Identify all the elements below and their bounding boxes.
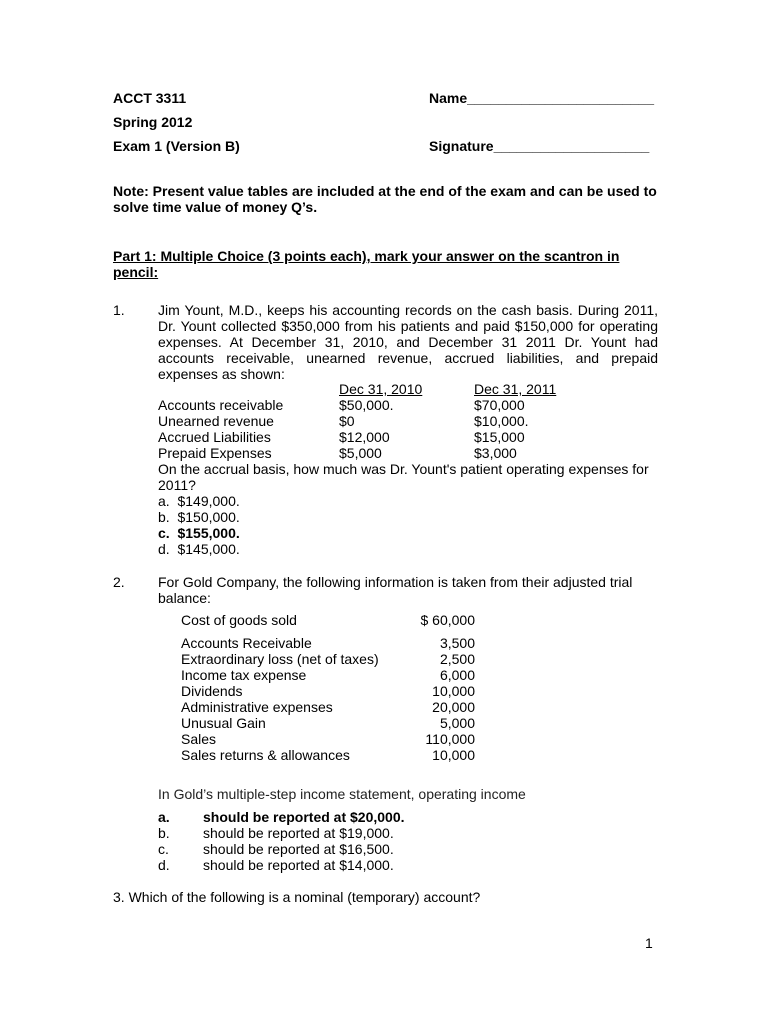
option-letter: b. <box>158 825 170 841</box>
option-letter: d. <box>158 541 170 557</box>
q1-text-line: Dr. Yount collected $350,000 from his patients and paid $150,000 for operating <box>158 318 658 334</box>
q1-row-label: Prepaid Expenses <box>158 445 272 461</box>
q2-text-line: balance: <box>158 590 211 606</box>
q1-option-d <box>158 541 240 557</box>
q1-text-line: Jim Yount, M.D., keeps his accounting records on the cash basis. During 2011, <box>158 302 658 318</box>
q1-text-line: accounts receivable, unearned revenue, accrued liabilities, and prepaid <box>158 350 658 366</box>
q2-row-label: Administrative expenses <box>181 699 333 715</box>
q1-question-line: On the accrual basis, how much was Dr. Yount's patient operating expenses for <box>158 461 649 477</box>
q2-row-label: Unusual Gain <box>181 715 266 731</box>
q1-row-value-2010: $0 <box>339 413 355 429</box>
option-text: $155,000. <box>177 525 240 541</box>
option-text: should be reported at $16,500. <box>203 841 394 857</box>
q1-option-c-correct <box>158 525 240 541</box>
option-text: $145,000. <box>177 541 240 557</box>
option-text: should be reported at $19,000. <box>203 825 394 841</box>
q1-row-value-2010: $5,000 <box>339 445 382 461</box>
q2-text-line: For Gold Company, the following information is taken from their adjusted trial <box>158 574 633 590</box>
option-text: should be reported at $14,000. <box>203 857 394 873</box>
q2-row-label: Extraordinary loss (net of taxes) <box>181 651 379 667</box>
q1-question-line: 2011? <box>158 477 196 493</box>
option-text: should be reported at $20,000. <box>203 809 405 825</box>
option-text: $149,000. <box>177 493 240 509</box>
option-letter: d. <box>158 857 170 873</box>
q1-row-value-2011: $15,000 <box>474 429 525 445</box>
part1-heading-2: pencil: <box>113 264 159 280</box>
q2-row-value: 20,000 <box>432 699 475 715</box>
q1-number: 1. <box>113 302 125 318</box>
q2-cogs-value: $ 60,000 <box>420 612 475 628</box>
q1-row-value-2011: $70,000 <box>474 397 525 413</box>
q1-col2-header: Dec 31, 2011 <box>474 381 557 397</box>
q1-option-b <box>158 509 240 525</box>
q2-row-label: Dividends <box>181 683 243 699</box>
q2-row-value: 110,000 <box>425 731 475 747</box>
q2-row-value: 10,000 <box>432 683 475 699</box>
option-letter: c. <box>158 841 169 857</box>
q1-col1-header: Dec 31, 2010 <box>339 381 423 397</box>
q2-option-a-correct <box>158 809 405 825</box>
note-line-1: Note: Present value tables are included at the end of the exam and can be used to <box>113 183 657 199</box>
q2-row-value: 5,000 <box>439 715 475 731</box>
q2-row-value: 6,000 <box>439 667 475 683</box>
note-line-2: solve time value of money Q’s. <box>113 199 318 215</box>
q2-number: 2. <box>113 574 125 590</box>
q2-row-label: Accounts Receivable <box>181 635 312 651</box>
q2-cogs-label: Cost of goods sold <box>181 612 297 628</box>
q2-option-c <box>158 841 394 857</box>
q1-text-line: expenses. At December 31, 2010, and December 31 2011 Dr. Yount had <box>158 334 658 350</box>
option-letter: c. <box>158 525 170 541</box>
q1-text-line: expenses as shown: <box>158 366 285 382</box>
q1-text <box>158 302 658 382</box>
q2-row-label: Sales <box>181 731 217 747</box>
signature-field: Signature____________________ <box>429 138 650 154</box>
part1-heading-1: Part 1: Multiple Choice (3 points each), mark your answer on the scantron in <box>113 248 620 264</box>
name-field: Name________________________ <box>429 90 654 106</box>
option-letter: b. <box>158 509 170 525</box>
q2-row-label: Income tax expense <box>181 667 307 683</box>
q1-option-a <box>158 493 240 509</box>
q2-prompt: In Gold’s multiple-step income statement, operating income <box>158 786 526 802</box>
q2-row-label: Sales returns & allowances <box>181 747 350 763</box>
q2-option-b <box>158 825 394 841</box>
q1-row-label: Accounts receivable <box>158 397 284 413</box>
q1-row-value-2011: $10,000. <box>474 413 529 429</box>
q1-row-value-2011: $3,000 <box>474 445 517 461</box>
q2-row-value: 2,500 <box>439 651 475 667</box>
q1-row-value-2010: $12,000 <box>339 429 390 445</box>
page-number: 1 <box>645 935 653 951</box>
q3-text: 3. Which of the following is a nominal (temporary) account? <box>113 889 481 905</box>
q2-row-value: 10,000 <box>432 747 475 763</box>
q1-row-value-2010: $50,000. <box>339 397 394 413</box>
term: Spring 2012 <box>113 114 193 130</box>
course-code: ACCT 3311 <box>113 90 187 106</box>
exam-title: Exam 1 (Version B) <box>113 138 240 154</box>
q2-row-value: 3,500 <box>439 635 475 651</box>
q1-row-label: Unearned revenue <box>158 413 274 429</box>
q2-option-d <box>158 857 394 873</box>
option-letter: a. <box>158 493 170 509</box>
option-letter: a. <box>158 809 170 825</box>
option-text: $150,000. <box>177 509 240 525</box>
q1-row-label: Accrued Liabilities <box>158 429 271 445</box>
